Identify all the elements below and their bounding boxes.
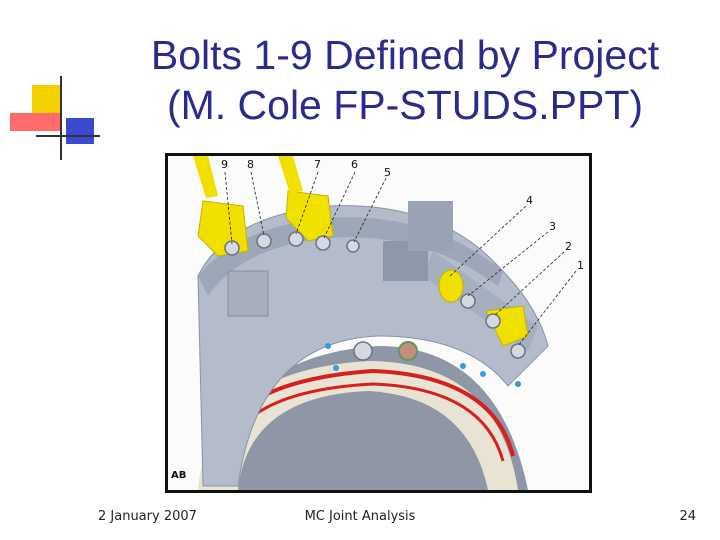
bolt-diagram (168, 156, 589, 490)
bolt-label-3: 3 (549, 220, 556, 233)
bolt-label-2: 2 (565, 240, 572, 253)
bolt-label-6: 6 (351, 158, 358, 171)
bolt-label-9: 9 (221, 158, 228, 171)
footer-center-text: MC Joint Analysis (304, 509, 416, 524)
bolt-label-1: 1 (577, 259, 584, 272)
title-line-2: (M. Cole FP-STUDS.PPT) (166, 82, 644, 128)
highlighted-stud (399, 342, 417, 360)
footer-page-number: 24 (679, 509, 696, 524)
title-line-1: Bolts 1-9 Defined by Project (150, 32, 660, 78)
corner-decoration (0, 0, 120, 170)
bolt-label-4: 4 (526, 194, 533, 207)
bolt-label-7: 7 (314, 158, 321, 171)
bolt-label-8: 8 (247, 158, 254, 171)
corner-label: AB (171, 470, 187, 481)
footer-date: 2 January 2007 (98, 509, 197, 524)
bolt-diagram-figure (165, 153, 592, 493)
slide-title (110, 30, 700, 130)
bolt-label-5: 5 (384, 166, 391, 179)
